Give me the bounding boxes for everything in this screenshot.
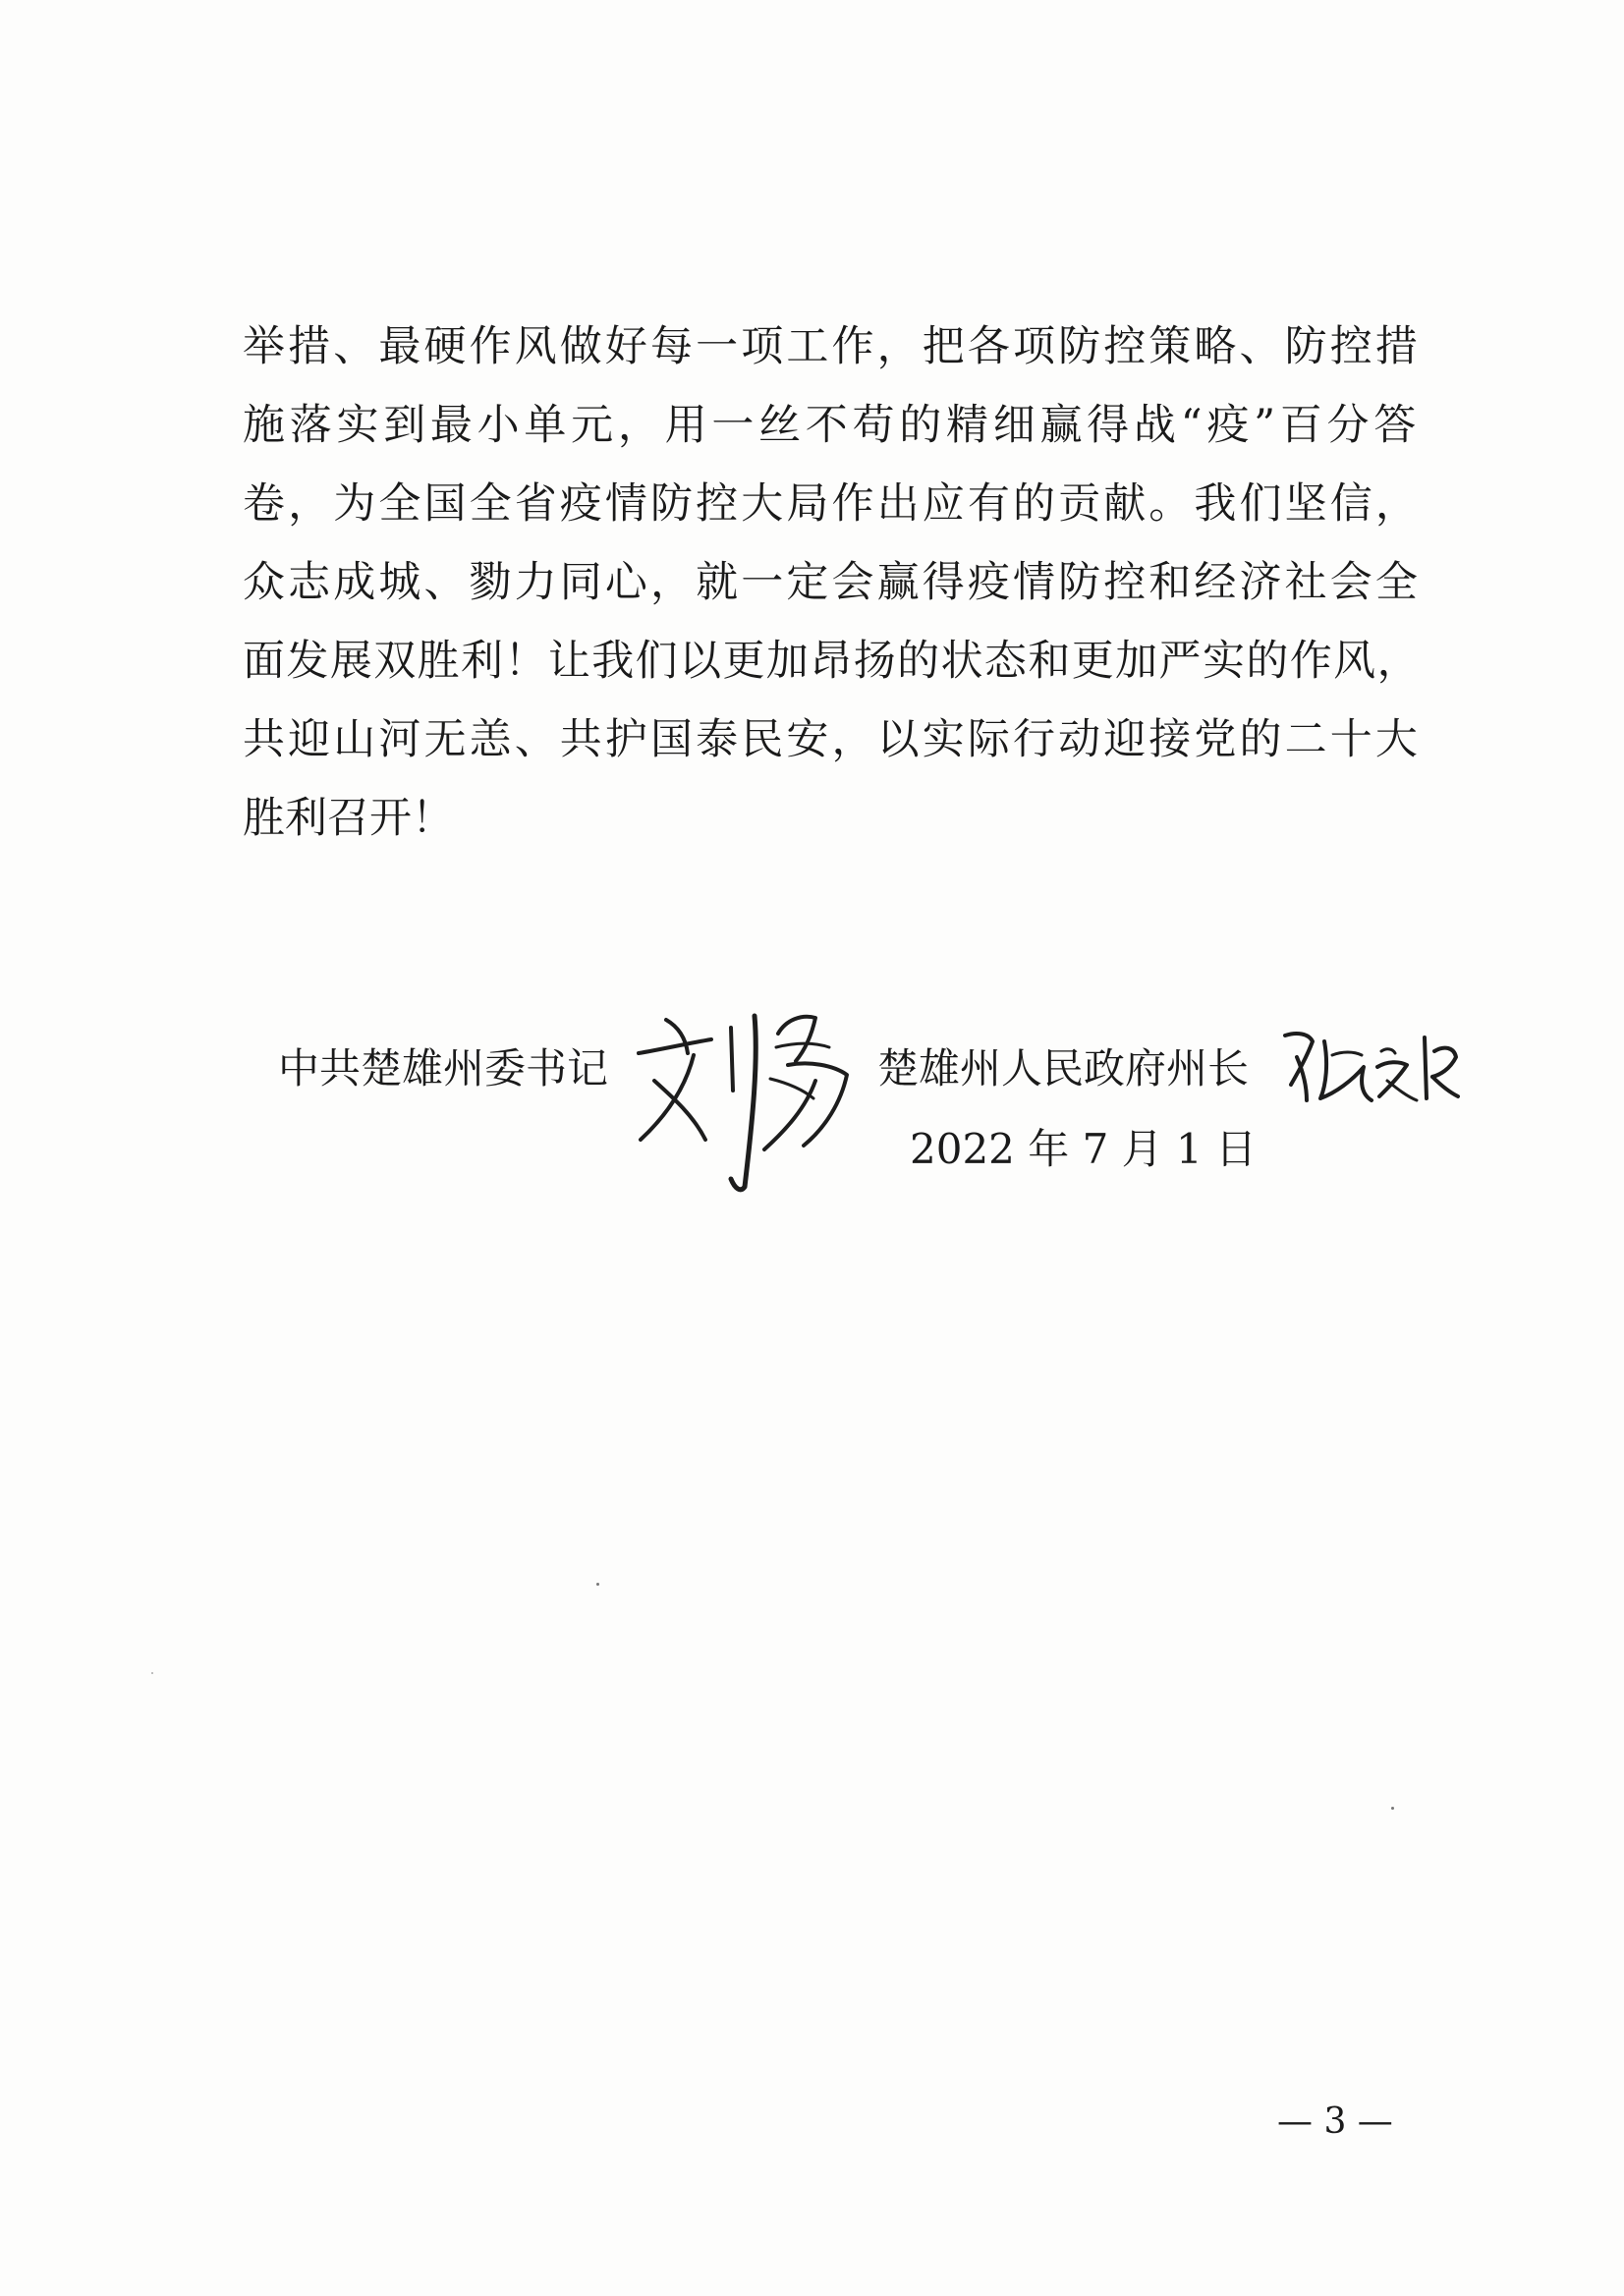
- body-line-7: 胜利召开！: [243, 794, 454, 843]
- secretary-title: 中共楚雄州委书记: [278, 1044, 609, 1092]
- mayor-signature: [1277, 1012, 1464, 1120]
- page-number: — 3 —: [1277, 2101, 1393, 2142]
- document-date: 2022 年 7 月 1 日: [910, 1125, 1258, 1173]
- body-line-4: 众志成城、勠力同心，就一定会赢得疫情防控和经济社会全: [243, 558, 1421, 607]
- scan-speck: [596, 1583, 599, 1586]
- body-line-6: 共迎山河无恙、共护国泰民安，以实际行动迎接党的二十大: [243, 715, 1421, 764]
- scan-speck: [1391, 1807, 1394, 1810]
- secretary-signature: [629, 992, 865, 1204]
- mayor-title: 楚雄州人民政府州长: [877, 1044, 1250, 1092]
- body-line-2: 施落实到最小单元，用一丝不苟的精细赢得战“疫”百分答: [243, 401, 1421, 450]
- body-line-1: 举措、最硬作风做好每一项工作，把各项防控策略、防控措: [243, 322, 1421, 371]
- body-line-3: 卷，为全国全省疫情防控大局作出应有的贡献。我们坚信，: [243, 479, 1421, 529]
- scan-speck: [151, 1672, 153, 1674]
- body-line-5: 面发展双胜利！让我们以更加昂扬的状态和更加严实的作风，: [243, 637, 1421, 686]
